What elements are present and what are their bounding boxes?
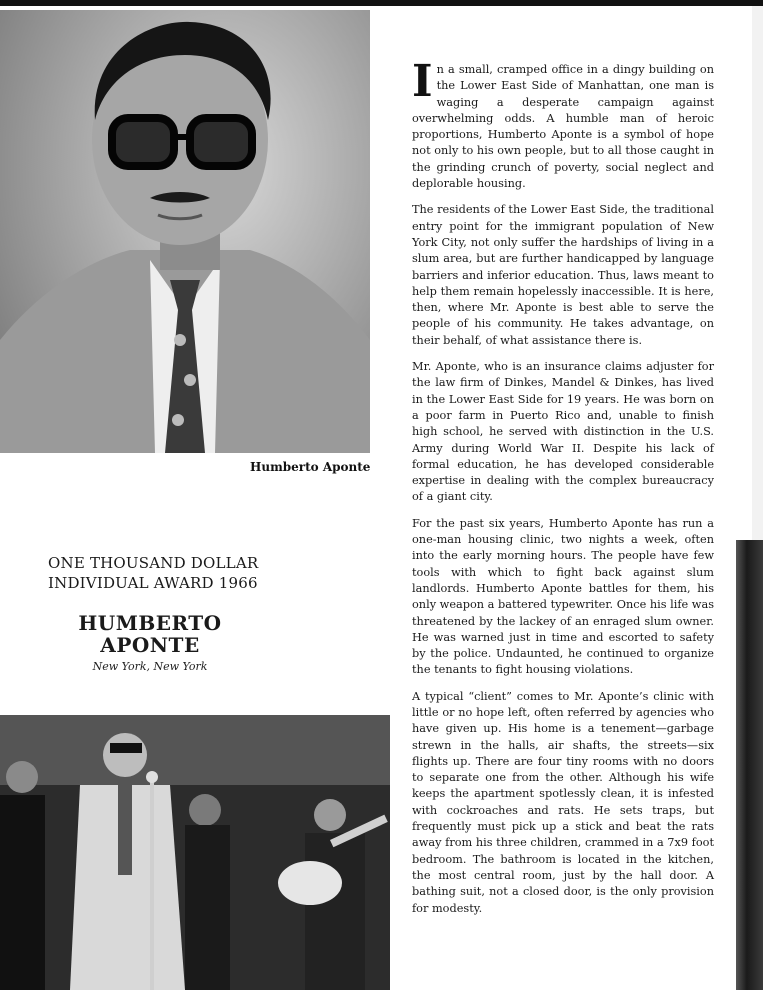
article-paragraph-4: For the past six years, Humberto Aponte has run a one-man housing clinic, two nights a week, often into the early morning hours. The people have few tools with which to fight back against slum landlords. Humberto Aponte battles for them, his only weapon a battered typewriter. Once his life was threatened by the lackey of an enraged slum owner. He was warned just in time and escorted to safety by the police. Undaunted, he continued to organize the tenants to fight housing violations. <box>412 516 715 677</box>
article-paragraph-5: A typical “client” comes to Mr. Aponte’s clinic with little or no hope left, often referred by agencies who have given up. His home is a tenement—garbage strewn in the halls, air shafts, the streets—six flights up. There are four tiny rooms with no doors to separate one from the other. Although his wife keeps the apartment spotlessly clean, it is infested with cockroaches and rats. He sets traps, but frequently must pick up a stick and beat the rats away from his three children, crammed in a 7x9 foot bedroom. The bathroom is located in the kitchen, the most central room, just by the hall door. A bathing suit, not a closed door, is the only provision for modesty. <box>412 689 714 915</box>
band-photo <box>0 715 390 990</box>
honoree-block <box>60 612 240 673</box>
honoree-last-name: APONTE <box>100 633 200 657</box>
page-edge-dark <box>736 540 763 990</box>
top-rule <box>0 0 763 6</box>
award-title-line-2: INDIVIDUAL AWARD 1966 <box>48 574 258 592</box>
honoree-location: New York, New York <box>92 660 208 673</box>
photo-caption: Humberto Aponte <box>250 460 371 474</box>
article-paragraph-3: Mr. Aponte, who is an insurance claims adjuster for the law firm of Dinkes, Mandel & Dinkes, has lived in the Lower East Side for 19 years. He was born on a poor farm in Puerto Rico and, unable to finish high school, he served with distinction in the U.S. Army during World War II. Despite his lack of formal education, he has developed considerable expertise in dealing with the complex bureaucracy of a giant city. <box>412 360 714 504</box>
page-edge-light <box>752 6 763 540</box>
article-body <box>412 56 715 927</box>
award-title-line-1: ONE THOUSAND DOLLAR <box>48 554 259 572</box>
article-paragraph-1-text: n a small, cramped office in a dingy building on the Lower East Side of Manhattan, one man is waging a desperate campaign against overwhelming odds. A humble man of heroic proportions, Humberto Aponte is a symbol of hope not only to his own people, but to all those caught in the grinding crunch of poverty, social neglect and deplorable housing. <box>412 63 714 191</box>
article-paragraph-2: The residents of the Lower East Side, the traditional entry point for the immigrant population of New York City, not only suffer the hardships of living in a slum area, but are further handicapped by language barriers and inferior education. Thus, laws meant to help them remain hopelessly inaccessible. It is here, then, where Mr. Aponte is best able to serve the people of his community. He takes advantage, on their behalf, of what assistance there is. <box>412 203 714 347</box>
drop-cap: I <box>412 56 433 107</box>
portrait-illustration <box>0 10 370 453</box>
honoree-first-name: HUMBERTO <box>78 611 222 635</box>
band-illustration <box>0 715 390 990</box>
article-paragraph-1 <box>412 56 714 192</box>
portrait-photo <box>0 10 370 453</box>
award-title <box>48 553 308 593</box>
